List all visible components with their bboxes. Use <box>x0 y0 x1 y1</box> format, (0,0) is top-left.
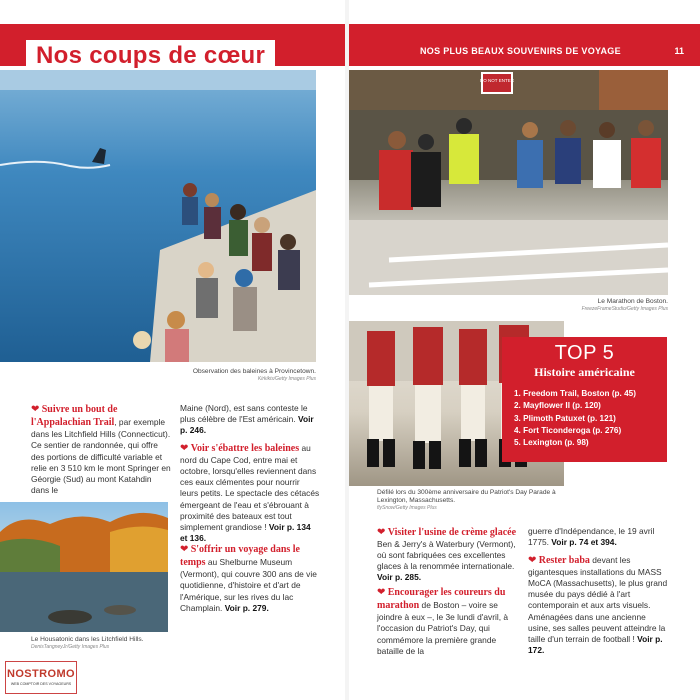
marathon-photo-credit: FreezeFrameStudio/Getty Images Plus <box>581 306 668 313</box>
whale-watching-photo <box>0 70 316 362</box>
item-heading: Encourager les coureurs du marathon <box>377 587 506 612</box>
item-shelburne-museum <box>180 543 320 614</box>
item-text: de Boston – voire se joindre à eux –, le 3e lundi d'avril, à l'occasion du Patriot's Day, qui commémore la première grande bataille de la <box>377 600 509 656</box>
item-heading: Rester baba <box>538 555 590 566</box>
top5-entry: 3. Plimoth Patuxet (p. 121) <box>514 413 616 423</box>
item-heading: Voir s'ébattre les baleines <box>190 443 300 454</box>
item-text: , par exemple dans les Litchfield Hills (Connecticut). Ce sentier de randonnée, qui offre des portions de difficulté variable et relie en 3 510 km le mont Springer en Géorgie (Sud) au mont Katahdin dans le <box>31 417 171 495</box>
item-reference: Voir p. 74 et 394. <box>551 537 617 548</box>
top5-entry: 2. Mayflower II (p. 120) <box>514 401 601 411</box>
river-photo-caption: Le Housatonic dans les Litchfield Hills. DenisTangneyJr/Getty Images Plus <box>31 636 181 650</box>
item-text: Maine (Nord), est sans conteste le plus célèbre de l'Est américain. <box>180 403 308 425</box>
item-whale-watching <box>180 442 320 544</box>
whale-watching-illustration <box>0 70 316 362</box>
marathon-illustration <box>349 70 668 295</box>
whale-photo-caption: Observation des baleines à Provincetown. Kirkikis/Getty Images Plus <box>184 368 316 382</box>
item-text: devant les gigantesques installations du MASS MoCA (Massachusetts), le plus grand musée du pays dédié à l'art contemporain et aux arts visuels. Aménagées dans une ancienne usine, ses salles peuvent atteindre la taille d'un terrain de football ! <box>528 555 668 644</box>
top5-subtitle: Histoire américaine <box>534 365 635 379</box>
patriots-photo-caption: Défilé lors du 300ème anniversaire du Patriot's Day Parade à Lexington, Massachusetts. flySnow/Getty Images Plus <box>377 489 577 512</box>
item-heading: Visiter l'usine de crème glacée <box>387 527 517 538</box>
heart-icon: ❤ <box>377 587 386 598</box>
top5-entry: 4. Fort Ticonderoga (p. 276) <box>514 425 622 435</box>
item-boston-marathon-continued <box>528 526 670 548</box>
item-text: guerre d'Indépendance, le 19 avril 1775. <box>528 526 655 548</box>
item-text: Ben & Jerry's à Waterbury (Vermont), où sont fabriquées ces excellentes glaces à la renommée internationale. <box>377 539 516 572</box>
top5-entry: 1. Freedom Trail, Boston (p. 45) <box>514 389 636 398</box>
housatonic-river-photo <box>0 502 168 632</box>
logo-name: NOSTROMO <box>7 668 75 680</box>
heart-icon: ❤ <box>180 544 189 555</box>
top5-box <box>502 337 667 462</box>
heart-icon: ❤ <box>31 404 40 415</box>
page-number: 11 <box>674 46 684 56</box>
item-appalachian-trail <box>31 403 171 496</box>
item-boston-marathon <box>377 586 520 657</box>
marathon-photo-caption: Le Marathon de Boston. FreezeFrameStudio/Getty Images Plus <box>500 298 668 312</box>
item-text: au Shelburne Museum (Vermont), qui couvre 300 ans de vie quotidienne, d'histoire et d'art de l'Amérique, sur les rives du lac Champlain. <box>180 557 317 613</box>
whale-tail <box>92 148 106 164</box>
page-title-text: Nos coups de cœur <box>36 42 266 69</box>
whale-photo-credit: Kirkikis/Getty Images Plus <box>257 376 316 383</box>
top5-list <box>510 388 659 449</box>
logo-tagline: WEB COMPTOIR DES VOYAGEURS <box>10 682 72 686</box>
item-heading: S'offrir un voyage dans le temps <box>180 544 300 569</box>
river-photo-credit: DenisTangneyJr/Getty Images Plus <box>31 644 110 651</box>
item-appalachian-trail-continued <box>180 403 320 436</box>
running-header: NOS PLUS BEAUX SOUVENIRS DE VOYAGE <box>420 46 621 56</box>
top5-entry: 5. Lexington (p. 98) <box>514 438 589 448</box>
do-not-enter-sign <box>483 74 511 92</box>
item-reference: Voir p. 134 et 136. <box>180 521 311 543</box>
svg-text:DO NOT ENTER: DO NOT ENTER <box>480 78 514 83</box>
item-reference: Voir p. 246. <box>180 414 314 436</box>
heart-icon: ❤ <box>180 443 189 454</box>
item-mass-moca <box>528 554 670 656</box>
page-title <box>26 40 275 70</box>
header-band-right <box>349 24 700 66</box>
item-heading: Suivre un bout de l'Appalachian Trail <box>31 404 118 429</box>
item-reference: Voir p. 172. <box>528 633 663 655</box>
heart-icon: ❤ <box>377 527 386 538</box>
patriots-photo-credit: flySnow/Getty Images Plus <box>377 505 437 512</box>
river-illustration <box>0 502 168 632</box>
heart-icon: ❤ <box>528 555 537 566</box>
item-reference: Voir p. 279. <box>224 602 269 613</box>
item-reference: Voir p. 285. <box>377 572 422 583</box>
nostromo-logo <box>5 661 77 694</box>
item-ice-cream-factory <box>377 526 520 584</box>
item-text: au nord du Cape Cod, entre mai et octobre, lorsqu'elles reviennent dans ces eaux clémentes pour nourrir leurs petits. Le spectacle des cétacés émergeant de l'eau et s'ébrouant à proximité des bateaux est tout simplement grandiose ! <box>180 443 320 532</box>
marathon-photo <box>349 70 668 295</box>
top5-title: TOP 5 <box>554 342 615 364</box>
